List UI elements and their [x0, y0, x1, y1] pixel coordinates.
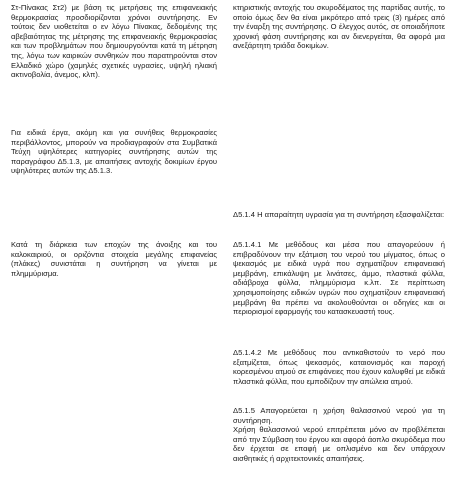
right-paragraph-strength-check: κτηριστικής αντοχής του σκυροδέματος της παρτίδας αυτής, το οποίο όμως δεν θα είναι μικρότερο από τρεις (3) ημέρες από την έναρξη της συντήρησης. Ο έλεγχος αυτός, σε οποιαδήποτε χρονική φάση συντήρησης και αν διενεργείται, θα αφορά μια ανεξάρτητη τριάδα δοκιμίων.: [233, 3, 445, 51]
section-d515-body: Χρήση θαλασσινού νερού επιτρέπεται μόνο αν προβλέπεται από την Σύμβαση του έργου και αφορά άοπλο σκυρόδεμα που δεν έρχεται σε επαφή με οπλισμένο και δεν υπάρχουν αισθητικές ή αρχιτεκτονικές απαιτήσεις.: [233, 425, 445, 463]
section-d514-heading: Δ5.1.4 Η απαραίτητη υγρασία για τη συντήρηση εξασφαλίζεται:: [233, 210, 445, 219]
left-paragraph-temperature-table: Στ-Πίνακας Στ2) με βάση τις μετρήσεις της επιφανειακής θερμοκρασίας προσδιορίζονται χρόνοι συντήρησης. Εν τούτοις δεν υιοθετείται ο εν λόγω Πίνακας, δεδομένης της αβεβαιότητας της μέτρησης της επιφανειακής θερμοκρασίας και των προβλημάτων που δημιουργούνται κατά τη μέτρηση της, λόγω των καιρικών συνθηκών που παρατηρούνται στον Ελλαδικό χώρο (χαμηλές σχετικές υγρασίες, υψηλή ηλιακή ακτινοβολία, άνεμος, κλπ).: [11, 3, 217, 80]
left-paragraph-special-works: Για ειδικά έργα, ακόμη και για συνήθεις θερμοκρασίες περιβάλλοντος, μπορούν να προδιαγραφούν στα Συμβατικά Τεύχη υψηλότερες κατηγορίες συντήρησης αυτών της παραγράφου Δ5.1.3, με απαιτήσεις αντοχής δοκιμίων έργου υψηλότερες αυτών της Δ5.1.3.: [11, 128, 217, 176]
section-d5142: Δ5.1.4.2 Με μεθόδους που αντικαθιστούν το νερό που εξατμίζεται, όπως ψεκασμός, καταιονισμός και παροχή κορεσμένου ατμού σε επιφάνειες που έχουν καλυφθεί με ειδικά πλαστικά φύλλα, που εμποδίζουν την απώλεια ατμού.: [233, 348, 445, 386]
section-d5141: Δ5.1.4.1 Με μεθόδους και μέσα που απαγορεύουν ή επιβραδύνουν την εξάτμιση του νερού του μίγματος, όπως ο ψεκασμός με ειδικά υγρά που σχηματίζουν επιφανειακή μεμβράνη, επικάλυψη με λινάτσες, άμμο, πλαστικά φύλλα, αδιάβροχα φύλλα, πλημμύρισμα κ.λπ. Σε περίπτωση χρησιμοποίησης ειδικών υγρών που σχηματίζουν επιφανειακή μεμβράνη θα πρέπει να ακολουθούνται οι οδηγίες και οι περιορισμοί εφαρμογής του κατασκευαστή τους.: [233, 240, 445, 317]
section-d515-heading: Δ5.1.5 Απαγορεύεται η χρήση θαλασσινού νερού για τη συντήρηση.: [233, 406, 445, 425]
left-paragraph-spring-summer: Κατά τη διάρκεια των εποχών της άνοιξης και του καλοκαιριού, οι οριζόντια στοιχεία μεγάλης επιφανείας (πλάκες) συνιστάται η συντήρηση να γίνεται με πλημμύρισμα.: [11, 240, 217, 278]
section-d515: [233, 406, 445, 464]
